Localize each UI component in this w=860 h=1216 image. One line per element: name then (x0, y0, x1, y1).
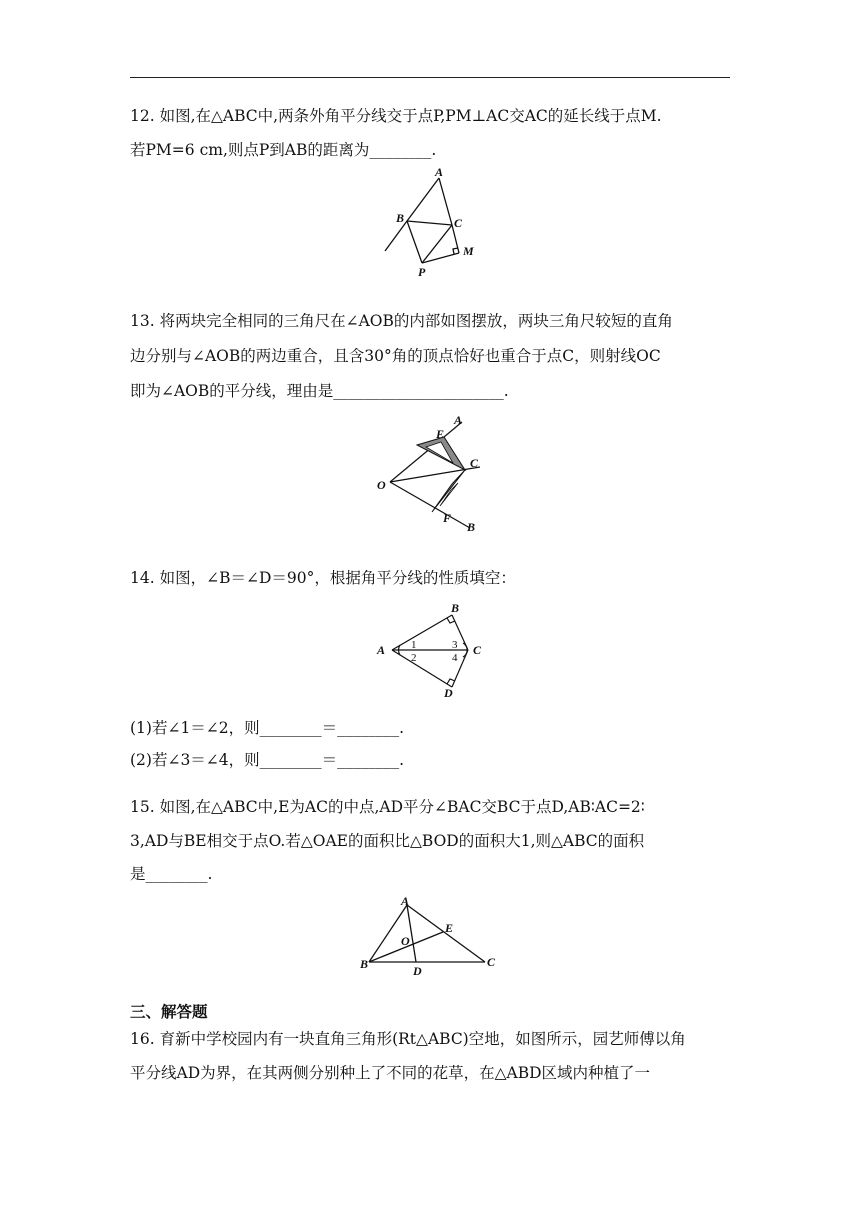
q13-label-C: C (470, 456, 479, 470)
q13-line2: 边分别与∠AOB的两边重合，且含30°角的顶点恰好也重合于点C，则射线OC (130, 347, 661, 365)
q13-line1: 13. 将两块完全相同的三角尺在∠AOB的内部如图摆放，两块三角尺较短的直角 (130, 312, 673, 330)
q13-label-A: A (454, 413, 463, 427)
q12-line1: 12. 如图,在△ABC中,两条外角平分线交于点P,PM⊥AC交AC的延长线于点M. (130, 107, 662, 125)
q12-line2: 若PM=6 cm,则点P到AB的距离为________. (130, 141, 437, 159)
q13-figure (370, 410, 490, 535)
q13-label-E: E (436, 427, 445, 441)
q12-label-C: C (454, 216, 463, 230)
q16-line1: 16. 育新中学校园内有一块直角三角形(Rt△ABC)空地，如图所示，园艺师傅以角 (130, 1030, 686, 1048)
q13-label-O: O (377, 478, 386, 492)
q15-label-E: E (445, 921, 454, 935)
q14-angle-2: 2 (411, 652, 417, 664)
q14-label-C: C (473, 643, 482, 657)
q14-angle-4: 4 (452, 652, 458, 664)
q16-line2: 平分线AD为界，在其两侧分别种上了不同的花草，在△ABD区域内种植了一 (130, 1064, 651, 1082)
q14-angle-3: 3 (452, 639, 458, 651)
q14-sub1: (1)若∠1＝∠2，则________＝________. (130, 719, 405, 737)
top-rule (130, 77, 730, 78)
q15-figure (355, 893, 505, 978)
q15-label-O: O (401, 934, 410, 948)
q12-label-B: B (396, 211, 405, 225)
q15-line2: 3,AD与BE相交于点O.若△OAE的面积比△BOD的面积大1,则△ABC的面积 (130, 832, 645, 850)
q15-label-B: B (360, 957, 369, 971)
q15-line1: 15. 如图,在△ABC中,E为AC的中点,AD平分∠BAC交BC于点D,AB∶AC=2∶ (130, 798, 645, 816)
q15-label-C: C (487, 955, 496, 969)
q14-sub2: (2)若∠3＝∠4，则________＝________. (130, 751, 405, 769)
q12-label-A: A (435, 165, 444, 179)
q12-label-M: M (463, 244, 474, 258)
q13-line3: 即为∠AOB的平分线，理由是______________________. (130, 382, 509, 400)
q14-label-D: D (444, 686, 453, 700)
q15-line3: 是________. (130, 865, 213, 883)
q13-label-F: F (443, 511, 452, 525)
q14-line1: 14. 如图，∠B＝∠D＝90°，根据角平分线的性质填空： (130, 569, 516, 587)
q14-angle-1: 1 (411, 639, 417, 651)
q14-label-B: B (451, 601, 460, 615)
q15-label-D: D (413, 964, 422, 978)
q13-label-B: B (467, 520, 476, 534)
q14-figure (372, 598, 492, 703)
q14-label-A: A (377, 643, 386, 657)
section-title: 三、解答题 (130, 1002, 208, 1021)
q12-label-P: P (418, 265, 426, 279)
q12-figure (375, 165, 485, 283)
q15-label-A: A (401, 894, 410, 908)
